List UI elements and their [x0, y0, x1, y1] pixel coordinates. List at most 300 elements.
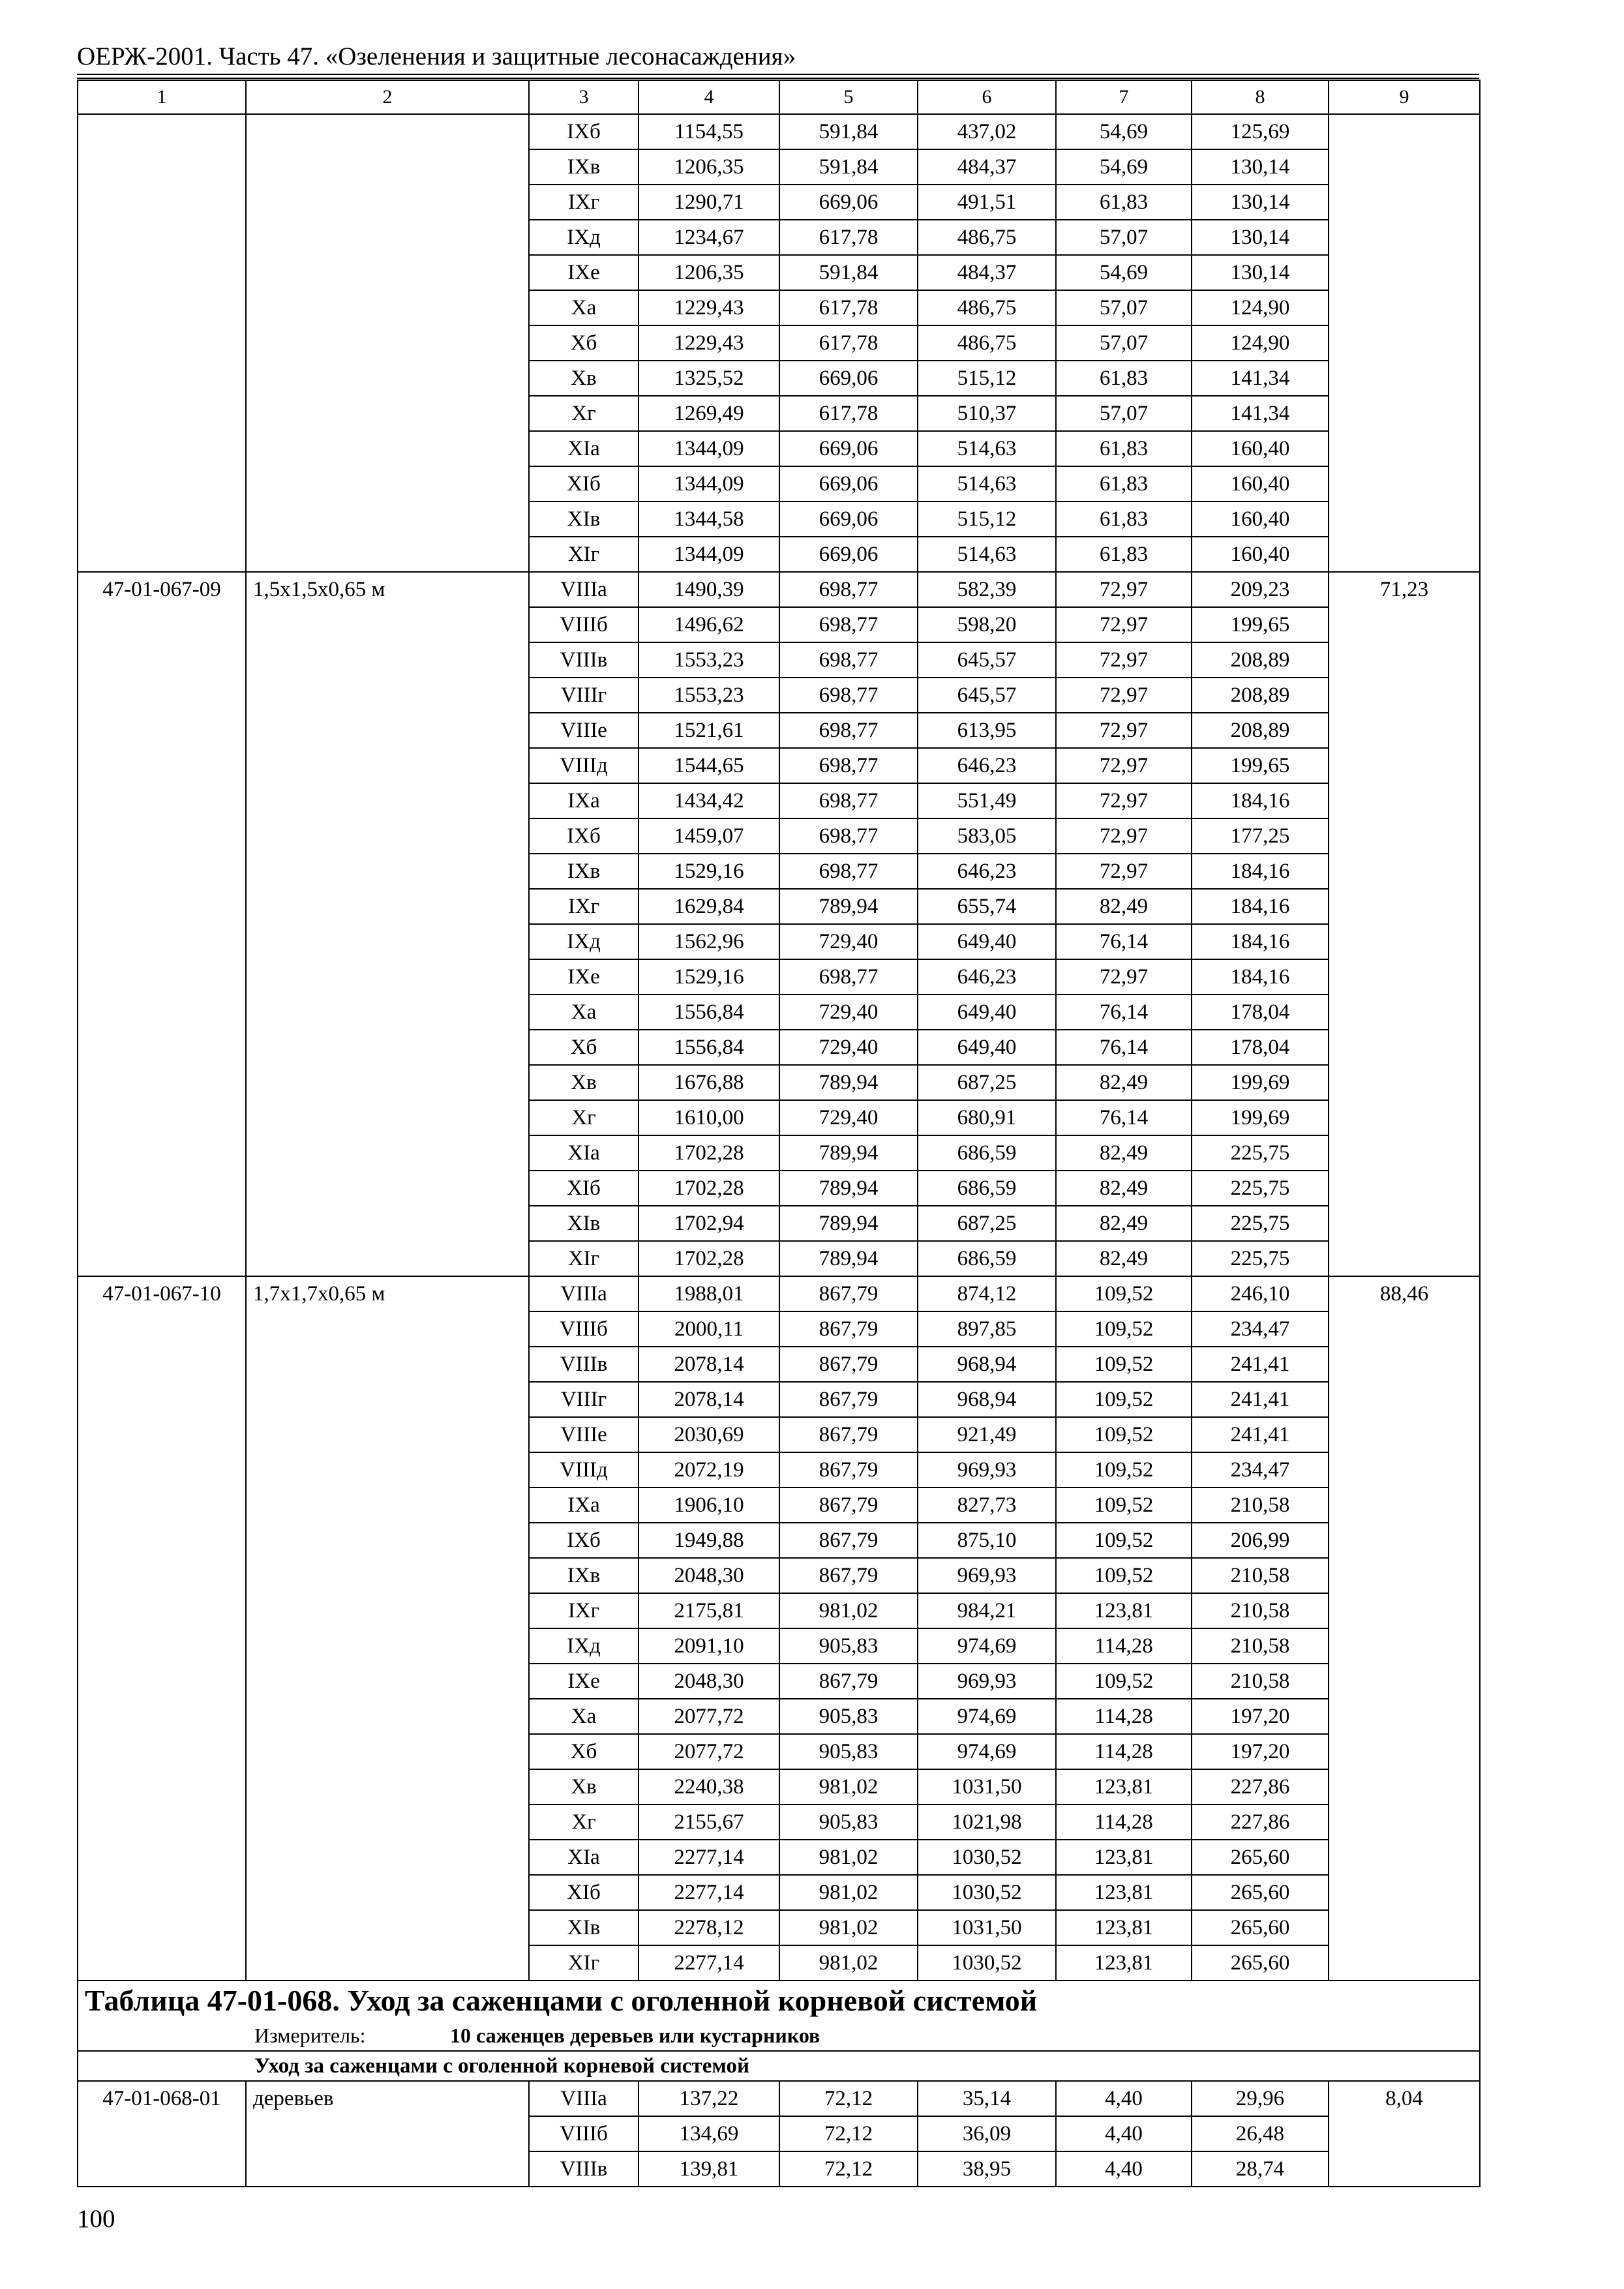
work-description-cell: [246, 1840, 529, 1875]
value-cell: 82,49: [1056, 889, 1192, 924]
column9-cell: [1329, 537, 1480, 572]
column9-cell: [1329, 185, 1480, 220]
region-class-cell: IXд: [529, 1628, 639, 1664]
column-number-cell: 5: [779, 80, 918, 114]
value-cell: 1031,50: [918, 1910, 1056, 1945]
value-cell: 2175,81: [639, 1593, 779, 1628]
value-cell: 698,77: [779, 713, 918, 748]
value-cell: 72,12: [779, 2081, 918, 2116]
work-description-cell: [246, 607, 529, 642]
region-class-cell: IXа: [529, 1488, 639, 1523]
value-cell: 698,77: [779, 783, 918, 818]
rate-code-cell: [78, 2151, 246, 2187]
page-header: ОЕРЖ-2001. Часть 47. «Озеленения и защитные лесонасаждения»: [77, 42, 796, 70]
rate-code-cell: [78, 1558, 246, 1593]
value-cell: 2078,14: [639, 1382, 779, 1417]
value-cell: 234,47: [1192, 1452, 1329, 1488]
value-cell: 184,16: [1192, 959, 1329, 995]
value-cell: 199,65: [1192, 748, 1329, 783]
value-cell: 130,14: [1192, 220, 1329, 255]
header-rule-bottom: [77, 78, 1479, 79]
section-heading: Уход за саженцами с оголенной корневой системой: [78, 2051, 1480, 2081]
region-class-cell: VIIIб: [529, 607, 639, 642]
value-cell: 123,81: [1056, 1910, 1192, 1945]
value-cell: 867,79: [779, 1382, 918, 1417]
rate-code-cell: [78, 713, 246, 748]
section-row: [78, 2051, 1480, 2081]
value-cell: 2277,14: [639, 1945, 779, 1981]
value-cell: 698,77: [779, 572, 918, 607]
work-description-cell: [246, 290, 529, 325]
work-description-cell: [246, 1417, 529, 1452]
value-cell: 510,37: [918, 396, 1056, 431]
value-cell: 265,60: [1192, 1910, 1329, 1945]
rate-code-cell: 47-01-067-09: [78, 572, 246, 607]
value-cell: 2240,38: [639, 1769, 779, 1804]
table-row: [78, 290, 1480, 325]
table-row: [78, 607, 1480, 642]
value-cell: 686,59: [918, 1171, 1056, 1206]
rate-code-cell: [78, 501, 246, 537]
region-class-cell: IXд: [529, 924, 639, 959]
value-cell: 646,23: [918, 959, 1056, 995]
column9-cell: [1329, 361, 1480, 396]
work-description-cell: [246, 748, 529, 783]
value-cell: 1529,16: [639, 854, 779, 889]
column9-cell: [1329, 783, 1480, 818]
value-cell: 669,06: [779, 537, 918, 572]
column9-cell: [1329, 255, 1480, 290]
value-cell: 61,83: [1056, 361, 1192, 396]
measure-label: Измеритель:: [254, 2024, 366, 2047]
table-row: [78, 713, 1480, 748]
work-description-cell: [246, 1523, 529, 1558]
value-cell: 1949,88: [639, 1523, 779, 1558]
value-cell: 72,97: [1056, 783, 1192, 818]
column9-cell: [1329, 678, 1480, 713]
rate-code-cell: [78, 1030, 246, 1065]
table-row: [78, 642, 1480, 678]
value-cell: 486,75: [918, 220, 1056, 255]
rate-code-cell: [78, 255, 246, 290]
value-cell: 2077,72: [639, 1699, 779, 1734]
value-cell: 1434,42: [639, 783, 779, 818]
region-class-cell: Xб: [529, 1030, 639, 1065]
column-number-cell: 7: [1056, 80, 1192, 114]
value-cell: 234,47: [1192, 1311, 1329, 1347]
value-cell: 199,69: [1192, 1100, 1329, 1135]
region-class-cell: VIIIб: [529, 1311, 639, 1347]
value-cell: 486,75: [918, 290, 1056, 325]
table-row: [78, 255, 1480, 290]
column-number-cell: 4: [639, 80, 779, 114]
table-row: [78, 1276, 1480, 1311]
value-cell: 210,58: [1192, 1488, 1329, 1523]
column9-cell: [1329, 1311, 1480, 1347]
region-class-cell: VIIIа: [529, 1276, 639, 1311]
work-description-cell: [246, 1664, 529, 1699]
table-row: [78, 1945, 1480, 1981]
column9-cell: [1329, 713, 1480, 748]
value-cell: 867,79: [779, 1311, 918, 1347]
region-class-cell: IXв: [529, 854, 639, 889]
value-cell: 114,28: [1056, 1628, 1192, 1664]
value-cell: 130,14: [1192, 149, 1329, 185]
work-description-cell: [246, 642, 529, 678]
rate-code-cell: [78, 607, 246, 642]
column-number-cell: 6: [918, 80, 1056, 114]
value-cell: 729,40: [779, 1030, 918, 1065]
value-cell: 514,63: [918, 537, 1056, 572]
column9-cell: [1329, 924, 1480, 959]
value-cell: 686,59: [918, 1241, 1056, 1276]
table-row: [78, 959, 1480, 995]
work-description-cell: [246, 1769, 529, 1804]
value-cell: 968,94: [918, 1347, 1056, 1382]
header-rule-top: [77, 74, 1479, 75]
rate-code-cell: [78, 431, 246, 466]
value-cell: 76,14: [1056, 1100, 1192, 1135]
value-cell: 1702,28: [639, 1135, 779, 1171]
value-cell: 241,41: [1192, 1382, 1329, 1417]
value-cell: 2048,30: [639, 1664, 779, 1699]
value-cell: 789,94: [779, 1241, 918, 1276]
value-cell: 210,58: [1192, 1628, 1329, 1664]
value-cell: 1344,09: [639, 431, 779, 466]
value-cell: 82,49: [1056, 1135, 1192, 1171]
region-class-cell: Xб: [529, 1734, 639, 1769]
page-number: 100: [77, 2205, 115, 2233]
region-class-cell: IXг: [529, 1593, 639, 1628]
value-cell: 57,07: [1056, 325, 1192, 361]
measure-line: [78, 2020, 1480, 2051]
work-description-cell: [246, 818, 529, 854]
region-class-cell: VIIIб: [529, 2116, 639, 2151]
table-row: [78, 783, 1480, 818]
column9-cell: [1329, 149, 1480, 185]
table-row: [78, 1840, 1480, 1875]
table-row: [78, 396, 1480, 431]
region-class-cell: Xв: [529, 361, 639, 396]
table-row: [78, 889, 1480, 924]
region-class-cell: XIа: [529, 1135, 639, 1171]
work-description-cell: [246, 1241, 529, 1276]
table-row: [78, 1417, 1480, 1452]
work-description-cell: [246, 1488, 529, 1523]
value-cell: 875,10: [918, 1523, 1056, 1558]
value-cell: 698,77: [779, 818, 918, 854]
region-class-cell: VIIIг: [529, 1382, 639, 1417]
value-cell: 1702,28: [639, 1241, 779, 1276]
value-cell: 649,40: [918, 1030, 1056, 1065]
table-row: [78, 220, 1480, 255]
value-cell: 789,94: [779, 1206, 918, 1241]
value-cell: 54,69: [1056, 149, 1192, 185]
value-cell: 125,69: [1192, 114, 1329, 149]
table-row: [78, 1382, 1480, 1417]
work-description-cell: [246, 713, 529, 748]
value-cell: 646,23: [918, 748, 1056, 783]
work-description-cell: [246, 995, 529, 1030]
value-cell: 669,06: [779, 501, 918, 537]
value-cell: 2091,10: [639, 1628, 779, 1664]
column9-cell: [1329, 1769, 1480, 1804]
column9-cell: [1329, 501, 1480, 537]
value-cell: 613,95: [918, 713, 1056, 748]
table-row: [78, 572, 1480, 607]
rate-code-cell: [78, 924, 246, 959]
value-cell: 669,06: [779, 466, 918, 501]
value-cell: 61,83: [1056, 431, 1192, 466]
table-row: [78, 1699, 1480, 1734]
work-description-cell: [246, 149, 529, 185]
table-row: [78, 501, 1480, 537]
value-cell: 114,28: [1056, 1699, 1192, 1734]
region-class-cell: IXв: [529, 1558, 639, 1593]
value-cell: 109,52: [1056, 1382, 1192, 1417]
table-row: [78, 149, 1480, 185]
value-cell: 897,85: [918, 1311, 1056, 1347]
value-cell: 698,77: [779, 854, 918, 889]
value-cell: 867,79: [779, 1558, 918, 1593]
value-cell: 867,79: [779, 1347, 918, 1382]
value-cell: 617,78: [779, 396, 918, 431]
region-class-cell: IXв: [529, 149, 639, 185]
value-cell: 1030,52: [918, 1875, 1056, 1910]
value-cell: 130,14: [1192, 255, 1329, 290]
table-row: [78, 2081, 1480, 2116]
value-cell: 210,58: [1192, 1558, 1329, 1593]
value-cell: 1154,55: [639, 114, 779, 149]
rate-code-cell: [78, 325, 246, 361]
value-cell: 206,99: [1192, 1523, 1329, 1558]
value-cell: 178,04: [1192, 1030, 1329, 1065]
column9-cell: [1329, 854, 1480, 889]
value-cell: 123,81: [1056, 1945, 1192, 1981]
value-cell: 905,83: [779, 1804, 918, 1840]
rate-code-cell: [78, 1488, 246, 1523]
value-cell: 1988,01: [639, 1276, 779, 1311]
value-cell: 35,14: [918, 2081, 1056, 2116]
column9-cell: [1329, 1030, 1480, 1065]
value-cell: 969,93: [918, 1452, 1056, 1488]
rate-code-cell: [78, 748, 246, 783]
table-row: [78, 185, 1480, 220]
column9-cell: [1329, 642, 1480, 678]
value-cell: 241,41: [1192, 1417, 1329, 1452]
rate-code-cell: [78, 1769, 246, 1804]
column9-cell: [1329, 1875, 1480, 1910]
value-cell: 867,79: [779, 1417, 918, 1452]
value-cell: 1344,09: [639, 466, 779, 501]
value-cell: 82,49: [1056, 1241, 1192, 1276]
work-description-cell: [246, 1382, 529, 1417]
rate-code-cell: [78, 2116, 246, 2151]
rate-code-cell: [78, 1523, 246, 1558]
table-row: [78, 854, 1480, 889]
value-cell: 265,60: [1192, 1875, 1329, 1910]
column9-cell: [1329, 396, 1480, 431]
work-description-cell: [246, 1875, 529, 1910]
value-cell: 210,58: [1192, 1664, 1329, 1699]
value-cell: 76,14: [1056, 924, 1192, 959]
value-cell: 484,37: [918, 255, 1056, 290]
work-description-cell: деревьев: [246, 2081, 529, 2116]
work-description-cell: [246, 537, 529, 572]
table-row: [78, 1523, 1480, 1558]
work-description-cell: 1,7х1,7х0,65 м: [246, 1276, 529, 1311]
table-row: [78, 818, 1480, 854]
column9-cell: [1329, 1171, 1480, 1206]
rate-code-cell: [78, 1664, 246, 1699]
value-cell: 598,20: [918, 607, 1056, 642]
value-cell: 114,28: [1056, 1804, 1192, 1840]
table-row: [78, 1452, 1480, 1488]
work-description-cell: [246, 1452, 529, 1488]
rate-code-cell: [78, 1628, 246, 1664]
column9-cell: [1329, 114, 1480, 149]
work-description-cell: [246, 1030, 529, 1065]
value-cell: 26,48: [1192, 2116, 1329, 2151]
table-row: [78, 1488, 1480, 1523]
region-class-cell: Xг: [529, 1804, 639, 1840]
value-cell: 160,40: [1192, 501, 1329, 537]
work-description-cell: [246, 959, 529, 995]
value-cell: 184,16: [1192, 924, 1329, 959]
column9-cell: [1329, 1065, 1480, 1100]
column9-cell: [1329, 220, 1480, 255]
table-row: [78, 1206, 1480, 1241]
value-cell: 4,40: [1056, 2151, 1192, 2187]
value-cell: 36,09: [918, 2116, 1056, 2151]
work-description-cell: [246, 783, 529, 818]
table-title-row: [78, 1981, 1480, 2020]
rate-code-cell: [78, 1100, 246, 1135]
rate-code-cell: [78, 678, 246, 713]
value-cell: 72,97: [1056, 713, 1192, 748]
value-cell: 38,95: [918, 2151, 1056, 2187]
value-cell: 72,97: [1056, 818, 1192, 854]
region-class-cell: IXе: [529, 959, 639, 995]
table-row: [78, 924, 1480, 959]
value-cell: 491,51: [918, 185, 1056, 220]
value-cell: 208,89: [1192, 642, 1329, 678]
value-cell: 2072,19: [639, 1452, 779, 1488]
rate-code-cell: [78, 290, 246, 325]
column9-cell: [1329, 2151, 1480, 2187]
table-row: [78, 1875, 1480, 1910]
column9-cell: [1329, 1804, 1480, 1840]
value-cell: 109,52: [1056, 1452, 1192, 1488]
value-cell: 484,37: [918, 149, 1056, 185]
rate-code-cell: [78, 889, 246, 924]
value-cell: 1529,16: [639, 959, 779, 995]
column9-cell: [1329, 818, 1480, 854]
value-cell: 646,23: [918, 854, 1056, 889]
table-row: [78, 2151, 1480, 2187]
work-description-cell: [246, 1593, 529, 1628]
value-cell: 669,06: [779, 361, 918, 396]
region-class-cell: XIб: [529, 1171, 639, 1206]
value-cell: 124,90: [1192, 325, 1329, 361]
value-cell: 687,25: [918, 1206, 1056, 1241]
work-description-cell: [246, 1171, 529, 1206]
value-cell: 130,14: [1192, 185, 1329, 220]
value-cell: 789,94: [779, 889, 918, 924]
table-row: [78, 1171, 1480, 1206]
table-row: [78, 678, 1480, 713]
value-cell: 591,84: [779, 149, 918, 185]
value-cell: 1021,98: [918, 1804, 1056, 1840]
value-cell: 2078,14: [639, 1347, 779, 1382]
work-description-cell: [246, 1347, 529, 1382]
value-cell: 969,93: [918, 1664, 1056, 1699]
table-row: [78, 1241, 1480, 1276]
column9-cell: [1329, 889, 1480, 924]
value-cell: 1553,23: [639, 678, 779, 713]
work-description-cell: [246, 1206, 529, 1241]
value-cell: 515,12: [918, 501, 1056, 537]
measure-value: 10 саженцев деревьев или кустарников: [450, 2024, 820, 2047]
region-class-cell: XIв: [529, 501, 639, 537]
region-class-cell: XIа: [529, 1840, 639, 1875]
column9-cell: [1329, 466, 1480, 501]
value-cell: 72,97: [1056, 642, 1192, 678]
value-cell: 669,06: [779, 431, 918, 466]
work-description-cell: [246, 1558, 529, 1593]
value-cell: 265,60: [1192, 1945, 1329, 1981]
value-cell: 698,77: [779, 959, 918, 995]
column9-cell: [1329, 1488, 1480, 1523]
value-cell: 72,12: [779, 2151, 918, 2187]
table-row: [78, 1804, 1480, 1840]
value-cell: 2278,12: [639, 1910, 779, 1945]
value-cell: 649,40: [918, 995, 1056, 1030]
value-cell: 874,12: [918, 1276, 1056, 1311]
value-cell: 514,63: [918, 466, 1056, 501]
value-cell: 1702,94: [639, 1206, 779, 1241]
value-cell: 109,52: [1056, 1417, 1192, 1452]
value-cell: 4,40: [1056, 2081, 1192, 2116]
rate-code-cell: [78, 466, 246, 501]
value-cell: 197,20: [1192, 1734, 1329, 1769]
rate-code-cell: [78, 1840, 246, 1875]
column9-cell: [1329, 1910, 1480, 1945]
value-cell: 645,57: [918, 678, 1056, 713]
value-cell: 109,52: [1056, 1276, 1192, 1311]
value-cell: 617,78: [779, 290, 918, 325]
value-cell: 72,97: [1056, 854, 1192, 889]
table-row: [78, 1347, 1480, 1382]
region-class-cell: Xа: [529, 1699, 639, 1734]
rate-code-cell: [78, 642, 246, 678]
region-class-cell: Xв: [529, 1769, 639, 1804]
value-cell: 124,90: [1192, 290, 1329, 325]
column9-cell: [1329, 959, 1480, 995]
value-cell: 2000,11: [639, 1311, 779, 1347]
region-class-cell: VIIIа: [529, 572, 639, 607]
value-cell: 514,63: [918, 431, 1056, 466]
value-cell: 137,22: [639, 2081, 779, 2116]
table-row: [78, 1769, 1480, 1804]
value-cell: 1206,35: [639, 149, 779, 185]
value-cell: 969,93: [918, 1558, 1056, 1593]
value-cell: 109,52: [1056, 1523, 1192, 1558]
table-row: [78, 2116, 1480, 2151]
value-cell: 1556,84: [639, 1030, 779, 1065]
value-cell: 1610,00: [639, 1100, 779, 1135]
measure-row: [78, 2020, 1480, 2051]
